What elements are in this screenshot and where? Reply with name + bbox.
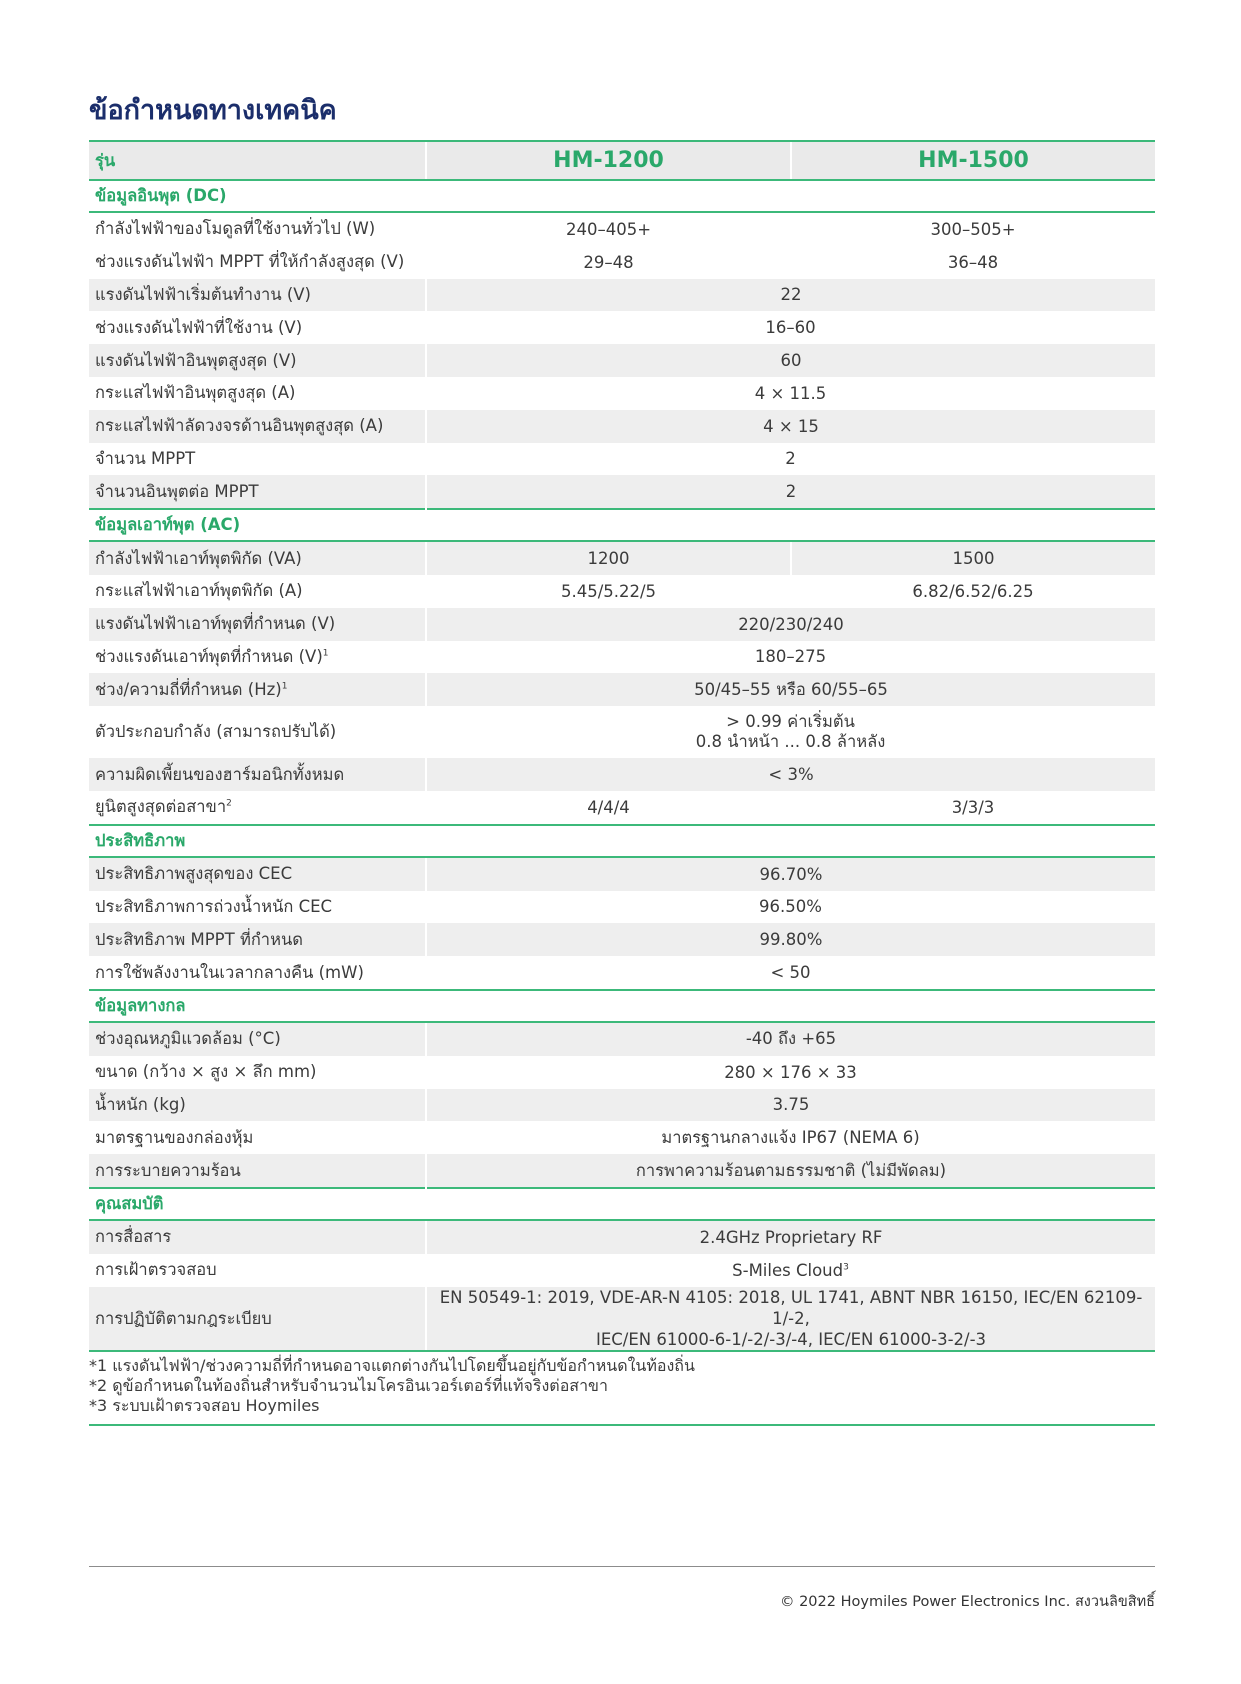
- table-row: [89, 1287, 1155, 1351]
- spec-table: [89, 140, 1155, 1352]
- row-label: ช่วงแรงดันไฟฟ้าที่ใช้งาน (V): [95, 317, 303, 337]
- table-row: [89, 956, 1155, 990]
- row-value: 2: [785, 449, 796, 469]
- row-value: 220/230/240: [426, 608, 1155, 641]
- page-title: ข้อกำหนดทางเทคนิค: [89, 95, 337, 126]
- model-hm1500: HM-1500: [791, 141, 1155, 180]
- row-label: ประสิทธิภาพการถ่วงน้ำหนัก CEC: [95, 896, 333, 916]
- row-value-line2: 0.8 นำหน้า ... 0.8 ล้าหลัง: [695, 732, 886, 752]
- footnote-3: *3 ระบบเฝ้าตรวจสอบ Hoymiles: [89, 1396, 320, 1415]
- table-row: [89, 279, 1155, 312]
- row-label: การปฏิบัติตามกฎระเบียบ: [89, 1287, 426, 1351]
- row-value: การพาความร้อนตามธรรมชาติ (ไม่มีพัดลม): [426, 1154, 1155, 1188]
- table-row: [89, 891, 1155, 924]
- section-title-input: ข้อมูลอินพุต (DC): [89, 180, 1155, 212]
- row-label: ตัวประกอบกำลัง (สามารถปรับได้): [95, 722, 337, 742]
- row-label-cell: [89, 641, 426, 674]
- table-row: [89, 923, 1155, 956]
- row-value-hm1500: 300–505+: [930, 219, 1016, 239]
- row-value-hm1500: 1500: [791, 541, 1155, 575]
- table-row: [89, 377, 1155, 410]
- footnote-marker: 3: [843, 1262, 849, 1273]
- row-label: กระแสไฟฟ้าเอาท์พุตพิกัด (A): [95, 581, 303, 601]
- row-label: แรงดันไฟฟ้าเอาท์พุตที่กำหนด (V): [89, 608, 426, 641]
- row-label: จำนวนอินพุตต่อ MPPT: [89, 475, 426, 509]
- table-row: [89, 608, 1155, 641]
- footnote-marker: 1: [281, 681, 288, 692]
- footnote-marker: 1: [322, 648, 329, 659]
- row-label: ช่วง/ความถี่ที่กำหนด (Hz): [95, 679, 282, 699]
- table-row: [89, 246, 1155, 279]
- section-title-efficiency: ประสิทธิภาพ: [89, 825, 1155, 857]
- row-label: ช่วงอุณหภูมิแวดล้อม (°C): [89, 1022, 426, 1056]
- row-value-hm1200: 4/4/4: [587, 797, 630, 817]
- row-value-hm1200: 5.45/5.22/5: [560, 581, 657, 601]
- row-label: การระบายความร้อน: [89, 1154, 426, 1188]
- row-value: มาตรฐานกลางแจ้ง IP67 (NEMA 6): [661, 1127, 920, 1147]
- row-value-hm1500: 36–48: [947, 252, 999, 272]
- row-label: ยูนิตสูงสุดต่อสาขา: [95, 797, 227, 817]
- row-value-hm1200: 1200: [426, 541, 791, 575]
- table-row: [89, 475, 1155, 509]
- table-row: [89, 857, 1155, 891]
- row-label: ประสิทธิภาพสูงสุดของ CEC: [89, 857, 426, 891]
- row-label: ความผิดเพี้ยนของฮาร์มอนิกทั้งหมด: [89, 758, 426, 791]
- section-header: [89, 509, 1155, 541]
- table-row: [89, 758, 1155, 791]
- row-value: 99.80%: [426, 923, 1155, 956]
- section-header: [89, 825, 1155, 857]
- section-title-output: ข้อมูลเอาท์พุต (AC): [89, 509, 1155, 541]
- model-hm1200: HM-1200: [426, 141, 791, 180]
- footer-divider: [89, 1566, 1155, 1567]
- row-label: ช่วงแรงดันเอาท์พุตที่กำหนด (V): [95, 646, 323, 666]
- table-row: [89, 575, 1155, 608]
- table-row: [89, 673, 1155, 706]
- table-row: [89, 791, 1155, 825]
- table-row: [89, 344, 1155, 377]
- row-label: กำลังไฟฟ้าเอาท์พุตพิกัด (VA): [89, 541, 426, 575]
- row-value: 2: [426, 475, 1155, 509]
- row-value-cell: [426, 706, 1155, 758]
- row-label: การเฝ้าตรวจสอบ: [95, 1260, 217, 1280]
- table-header-row: [89, 141, 1155, 180]
- row-value-cell: [426, 1254, 1155, 1287]
- row-value: 3.75: [426, 1089, 1155, 1122]
- section-header: [89, 1188, 1155, 1220]
- row-value: 280 × 176 × 33: [724, 1062, 857, 1082]
- row-value: 16–60: [765, 318, 816, 338]
- row-label: การสื่อสาร: [89, 1220, 426, 1254]
- section-header: [89, 990, 1155, 1022]
- row-value: 2.4GHz Proprietary RF: [426, 1220, 1155, 1254]
- table-row: [89, 1022, 1155, 1056]
- row-value: < 3%: [426, 758, 1155, 791]
- table-row: [89, 1154, 1155, 1188]
- table-row: [89, 641, 1155, 674]
- footnote-marker: 2: [226, 798, 232, 809]
- table-row: [89, 1254, 1155, 1287]
- row-label: ประสิทธิภาพ MPPT ที่กำหนด: [89, 923, 426, 956]
- row-label-cell: [89, 673, 426, 706]
- row-label: แรงดันไฟฟ้าเริ่มต้นทำงาน (V): [89, 279, 426, 312]
- table-row: [89, 212, 1155, 246]
- row-value-hm1500: 6.82/6.52/6.25: [912, 581, 1034, 601]
- row-label: จำนวน MPPT: [95, 448, 196, 468]
- row-value-cell: [426, 1287, 1155, 1351]
- row-label: กระแสไฟฟ้าลัดวงจรด้านอินพุตสูงสุด (A): [89, 410, 426, 443]
- section-header: [89, 180, 1155, 212]
- row-value-hm1200: 29–48: [583, 252, 634, 272]
- row-value-hm1200: 240–405+: [565, 219, 652, 239]
- row-label: น้ำหนัก (kg): [89, 1089, 426, 1122]
- section-title-features: คุณสมบัติ: [89, 1188, 1155, 1220]
- row-label: กระแสไฟฟ้าอินพุตสูงสุด (A): [95, 383, 296, 403]
- row-label: การใช้พลังงานในเวลากลางคืน (mW): [95, 962, 364, 982]
- table-row: [89, 1121, 1155, 1154]
- table-row: [89, 1089, 1155, 1122]
- row-value: 180–275: [754, 647, 827, 667]
- row-value: > 0.99 ค่าเริ่มต้น: [726, 712, 855, 732]
- row-label: ช่วงแรงดันไฟฟ้า MPPT ที่ให้กำลังสูงสุด (V): [95, 252, 405, 272]
- row-label: แรงดันไฟฟ้าอินพุตสูงสุด (V): [89, 344, 426, 377]
- row-value: 96.50%: [759, 897, 822, 917]
- row-value: 60: [426, 344, 1155, 377]
- model-header-label: รุ่น: [89, 141, 426, 180]
- row-value: 22: [426, 279, 1155, 312]
- footnotes: [89, 1356, 1155, 1426]
- section-title-mechanical: ข้อมูลทางกล: [89, 990, 1155, 1022]
- table-row: [89, 311, 1155, 344]
- row-value-hm1500: 3/3/3: [951, 797, 995, 817]
- row-value: -40 ถึง +65: [426, 1022, 1155, 1056]
- row-value: < 50: [770, 963, 811, 983]
- footnote-1: *1 แรงดันไฟฟ้า/ช่วงความถี่ที่กำหนดอาจแตกต่างกันไปโดยขึ้นอยู่กับข้อกำหนดในท้องถิ่น: [89, 1356, 695, 1375]
- row-label-cell: [89, 791, 426, 825]
- copyright-text: © 2022 Hoymiles Power Electronics Inc. สงวนลิขสิทธิ์: [779, 1594, 1155, 1610]
- table-row: [89, 443, 1155, 476]
- footnote-2: *2 ดูข้อกำหนดในท้องถิ่นสำหรับจำนวนไมโครอินเวอร์เตอร์ที่แท้จริงต่อสาขา: [89, 1376, 608, 1395]
- row-value: 4 × 11.5: [754, 383, 827, 403]
- row-value: 50/45–55 หรือ 60/55–65: [426, 673, 1155, 706]
- row-label: มาตรฐานของกล่องหุ้ม: [95, 1127, 254, 1147]
- table-row: [89, 1056, 1155, 1089]
- row-value: 96.70%: [426, 857, 1155, 891]
- row-value-line2: IEC/EN 61000-6-1/-2/-3/-4, IEC/EN 61000-3-2/-3: [595, 1329, 987, 1349]
- row-label: กำลังไฟฟ้าของโมดูลที่ใช้งานทั่วไป (W): [95, 219, 376, 239]
- row-value: S-Miles Cloud: [732, 1260, 844, 1280]
- table-row: [89, 706, 1155, 758]
- row-value: 4 × 15: [426, 410, 1155, 443]
- row-label: ขนาด (กว้าง × สูง × ลึก mm): [95, 1062, 317, 1082]
- table-row: [89, 1220, 1155, 1254]
- table-row: [89, 410, 1155, 443]
- row-value: EN 50549-1: 2019, VDE-AR-N 4105: 2018, UL 1741, ABNT NBR 16150, IEC/EN 62109-1/-2,: [439, 1287, 1143, 1328]
- table-row: [89, 541, 1155, 575]
